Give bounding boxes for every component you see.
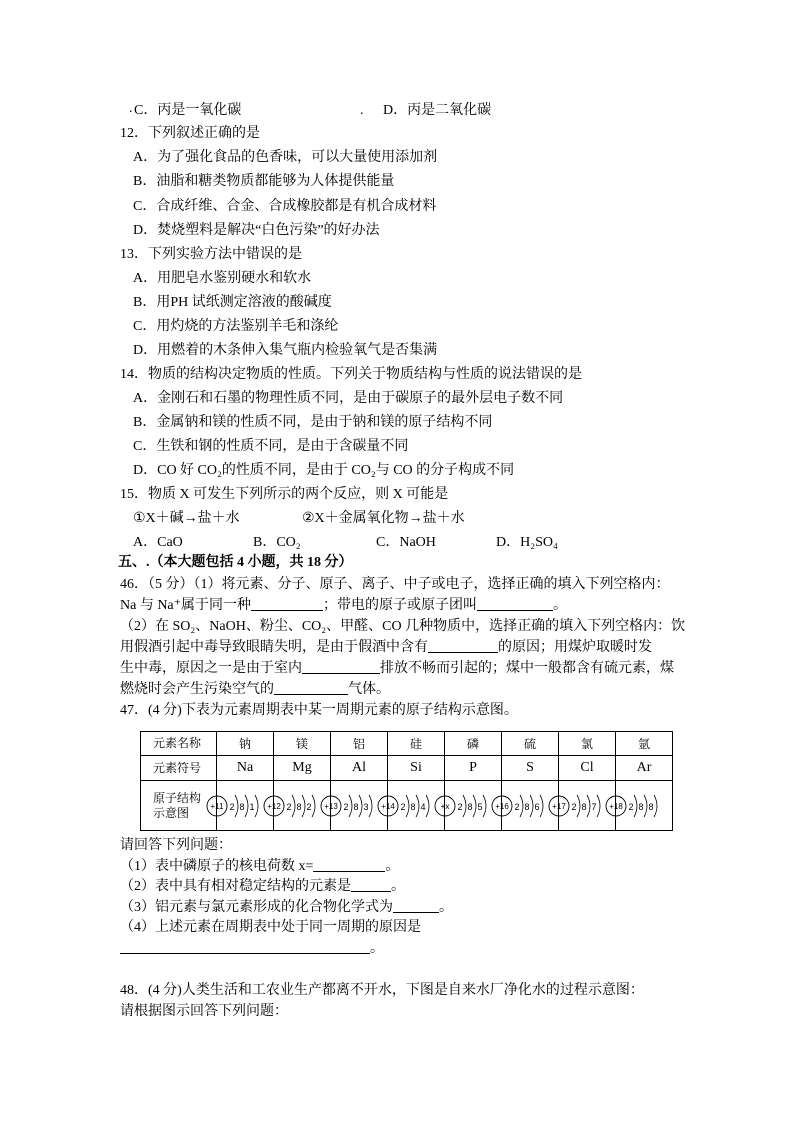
q15-option-b: B．CO₂: [253, 535, 301, 550]
electron-shell-arc: [473, 795, 476, 817]
element-symbol-cell: Na: [217, 756, 274, 781]
nuclear-charge-label: +13: [324, 802, 338, 811]
answer-blank: [428, 638, 498, 653]
q47-sub4: （4）上述元素在周期表中处于同一周期的原因是: [120, 920, 421, 935]
element-name-cell: 镁: [274, 732, 331, 756]
electron-shell-arc: [292, 795, 295, 817]
answer-blank: [351, 877, 391, 892]
q14-option-c: C．生铁和钢的性质不同，是由于含碳量不同: [133, 439, 409, 454]
electron-shell-arc: [483, 795, 486, 817]
element-symbol-cell: Ar: [616, 756, 673, 781]
atom-structure-diagram: [205, 784, 267, 828]
answer-blank: [313, 857, 385, 872]
atom-structure-diagram: [490, 784, 552, 828]
electron-shell-arc: [463, 795, 466, 817]
q13-option-a: A．用肥皂水鉴别硬水和软水: [133, 271, 312, 286]
element-symbol-cell: Mg: [274, 756, 331, 781]
answer-blank: [120, 939, 370, 954]
electron-shell-arc: [255, 795, 258, 817]
shell-electron-count: 2: [400, 802, 406, 812]
shell-electron-count: 1: [249, 802, 255, 812]
q12-option-a: A．为了强化食品的色香味，可以大量使用添加剂: [133, 150, 438, 165]
nuclear-charge-label: +x: [440, 802, 450, 811]
stray-mark: .: [129, 101, 133, 116]
q47-sub4-answer-line: [120, 939, 384, 959]
shell-electron-count: 2: [628, 802, 634, 812]
table-row-atom-diagrams: [141, 781, 673, 831]
shell-electron-count: 8: [524, 802, 530, 812]
electron-shell-arc: [369, 795, 372, 817]
shell-electron-count: 4: [420, 802, 426, 812]
q47-sub2: [120, 877, 405, 897]
element-name-cell: 氯: [559, 732, 616, 756]
electron-shell-arc: [426, 795, 429, 817]
electron-shell-arc: [644, 795, 647, 817]
q47-sub2-end: 。: [391, 879, 405, 894]
q46-part2-text: 的原因；用煤炉取暖时发: [498, 640, 652, 655]
shell-electron-count: 5: [477, 802, 483, 812]
q47-sub1: [120, 857, 399, 877]
table-row-element-names: [141, 732, 673, 756]
q46-part2-line1: （2）在 SO₂、NaOH、粉尘、CO₂、甲醛、CO 几种物质中，选择正确的填入下列空格内：饮: [120, 619, 686, 634]
periodic-row-table: [140, 731, 673, 831]
stray-mark: .: [360, 103, 364, 118]
shell-electron-count: 8: [638, 802, 644, 812]
electron-shell-arc: [245, 795, 248, 817]
atom-diagram-cell: [609, 781, 673, 831]
q47-prompt: 请回答下列问题：: [120, 838, 232, 853]
shell-electron-count: 8: [581, 802, 587, 812]
shell-electron-count: 2: [514, 802, 520, 812]
q46-part2-line2: [120, 638, 652, 658]
row-label-name: 元素名称: [141, 732, 217, 756]
q13-option-d: D．用燃着的木条伸入集气瓶内检验氧气是否集满: [133, 343, 438, 358]
nuclear-charge-label: +14: [381, 802, 395, 811]
q46-part2-text: 排放不畅而引起的；煤中一般都含有硫元素，煤: [380, 661, 674, 676]
shell-electron-count: 8: [410, 802, 416, 812]
atom-structure-diagram: [547, 784, 609, 828]
nuclear-charge-label: +16: [495, 802, 509, 811]
q14-option-a: A．金刚石和石墨的物理性质不同，是由于碳原子的最外层电子数不同: [133, 391, 564, 406]
electron-shell-arc: [540, 795, 543, 817]
q13-option-c: C．用灼烧的方法鉴别羊毛和涤纶: [133, 319, 339, 334]
element-name-cell: 氩: [616, 732, 673, 756]
atom-structure-diagram: [319, 784, 381, 828]
electron-shell-arc: [577, 795, 580, 817]
q15-stem: 15．物质 X 可发生下列所示的两个反应，则 X 可能是: [120, 487, 449, 502]
element-name-cell: 铝: [331, 732, 388, 756]
q12-option-c: C．合成纤维、合金、合成橡胶都是有机合成材料: [133, 199, 437, 214]
answer-blank: [477, 596, 553, 611]
electron-shell-arc: [530, 795, 533, 817]
q13-stem: 13．下列实验方法中错误的是: [120, 247, 302, 262]
electron-shell-arc: [406, 795, 409, 817]
row-label-symbol: 元素符号: [141, 756, 217, 781]
element-symbol-cell: Cl: [559, 756, 616, 781]
q11-option-c: C．丙是一氧化碳: [134, 103, 242, 118]
nuclear-charge-label: +12: [267, 802, 281, 811]
shell-electron-count: 6: [534, 802, 540, 812]
q47-sub2-text: （2）表中具有相对稳定结构的元素是: [120, 879, 351, 894]
q47-sub4-end: 。: [370, 941, 384, 956]
shell-electron-count: 3: [363, 802, 369, 812]
shell-electron-count: 8: [648, 802, 654, 812]
shell-electron-count: 8: [353, 802, 359, 812]
table-row-element-symbols: [141, 756, 673, 781]
q46-part2-text: 燃烧时会产生污染空气的: [120, 682, 274, 697]
q46-part1-text-a: Na 与 Na⁺属于同一种: [120, 598, 252, 613]
electron-shell-arc: [235, 795, 238, 817]
q14-option-d: D．CO 好 CO₂的性质不同，是由于 CO₂与 CO 的分子构成不同: [133, 463, 515, 478]
q46-part2-text: 用假酒引起中毒导致眼睛失明，是由于假酒中含有: [120, 640, 428, 655]
nuclear-charge-label: +11: [210, 802, 224, 811]
electron-shell-arc: [587, 795, 590, 817]
shell-electron-count: 8: [296, 802, 302, 812]
q46-stem: 46．（5 分）（1）将元素、分子、原子、离子、中子或电子，选择正确的填入下列空格内：: [120, 577, 670, 592]
q47-sub3-end: 。: [439, 900, 453, 915]
q11-option-d: D．丙是二氧化碳: [383, 103, 492, 118]
q47-sub3: [120, 898, 453, 918]
q46-part2-line3: [120, 659, 674, 679]
shell-electron-count: 2: [343, 802, 349, 812]
q47-sub3-text: （3）铝元素与氯元素形成的化合物化学式为: [120, 900, 393, 915]
shell-electron-count: 2: [286, 802, 292, 812]
element-symbol-cell: P: [445, 756, 502, 781]
nuclear-charge-label: +17: [552, 802, 566, 811]
row-label-diagram-line2: 示意图: [153, 805, 190, 820]
electron-shell-arc: [302, 795, 305, 817]
electron-shell-arc: [416, 795, 419, 817]
answer-blank: [274, 680, 348, 695]
element-name-cell: 硅: [388, 732, 445, 756]
element-name-cell: 磷: [445, 732, 502, 756]
q15-option-a: A．CaO: [133, 535, 183, 550]
answer-blank: [251, 596, 323, 611]
atom-structure-diagram: [433, 784, 495, 828]
electron-shell-arc: [359, 795, 362, 817]
q46-part1-text-c: 。: [553, 598, 568, 613]
shell-electron-count: 2: [571, 802, 577, 812]
atom-structure-diagram: [262, 784, 324, 828]
q48-stem: 48．(4 分)人类生活和工农业生产都离不开水，下图是自来水厂净化水的过程示意图：: [120, 983, 644, 998]
q12-option-b: B．油脂和糖类物质都能够为人体提供能量: [133, 174, 395, 189]
q14-stem: 14．物质的结构决定物质的性质。下列关于物质结构与性质的说法错误的是: [120, 367, 582, 382]
shell-electron-count: 7: [591, 802, 597, 812]
element-symbol-cell: Si: [388, 756, 445, 781]
electron-shell-arc: [349, 795, 352, 817]
q47-sub1-text: （1）表中磷原子的核电荷数 x=: [120, 859, 314, 874]
element-name-cell: 硫: [502, 732, 559, 756]
q46-part2-text: 生中毒，原因之一是由于室内: [120, 661, 302, 676]
section-heading: 五、.（本大题包括 4 小题，共 18 分）: [118, 555, 353, 570]
q12-option-d: D．焚烧塑料是解决“白色污染”的好办法: [133, 223, 380, 238]
element-name-cell: 钠: [217, 732, 274, 756]
q15-option-d: D．H₂SO₄: [496, 535, 558, 550]
row-label-diagram-line1: 原子结构: [153, 790, 202, 805]
q47-sub1-end: 。: [385, 859, 400, 874]
q46-part1-line: [120, 596, 567, 616]
nuclear-charge-label: +18: [609, 802, 623, 811]
shell-electron-count: 8: [467, 802, 473, 812]
atom-structure-diagram: [376, 784, 438, 828]
electron-shell-arc: [597, 795, 600, 817]
element-symbol-cell: S: [502, 756, 559, 781]
electron-shell-arc: [312, 795, 315, 817]
q13-option-b: B．用PH 试纸测定溶液的酸碱度: [133, 295, 332, 310]
q48-prompt: 请根据图示回答下列问题：: [120, 1004, 288, 1019]
atom-structure-diagram: [604, 784, 666, 828]
q12-stem: 12．下列叙述正确的是: [120, 126, 260, 141]
q15-reaction-1: ①X＋碱→盐＋水: [133, 511, 240, 526]
answer-blank: [393, 898, 439, 913]
q15-reaction-2: ②X＋金属氧化物→盐＋水: [302, 511, 465, 526]
shell-electron-count: 2: [457, 802, 463, 812]
q14-option-b: B．金属钠和镁的性质不同，是由于钠和镁的原子结构不同: [133, 415, 493, 430]
element-symbol-cell: Al: [331, 756, 388, 781]
shell-electron-count: 8: [239, 802, 245, 812]
q15-option-c: C．NaOH: [376, 535, 436, 550]
electron-shell-arc: [634, 795, 637, 817]
q46-part1-text-b: ；带电的原子或原子团叫: [323, 598, 478, 613]
electron-shell-arc: [520, 795, 523, 817]
electron-shell-arc: [654, 795, 657, 817]
q46-part2-line4: [120, 680, 390, 700]
q47-stem: 47．(4 分)下表为元素周期表中某一周期元素的原子结构示意图。: [120, 703, 518, 718]
shell-electron-count: 2: [306, 802, 312, 812]
shell-electron-count: 2: [229, 802, 235, 812]
q46-part2-text: 气体。: [348, 682, 390, 697]
answer-blank: [302, 659, 380, 674]
